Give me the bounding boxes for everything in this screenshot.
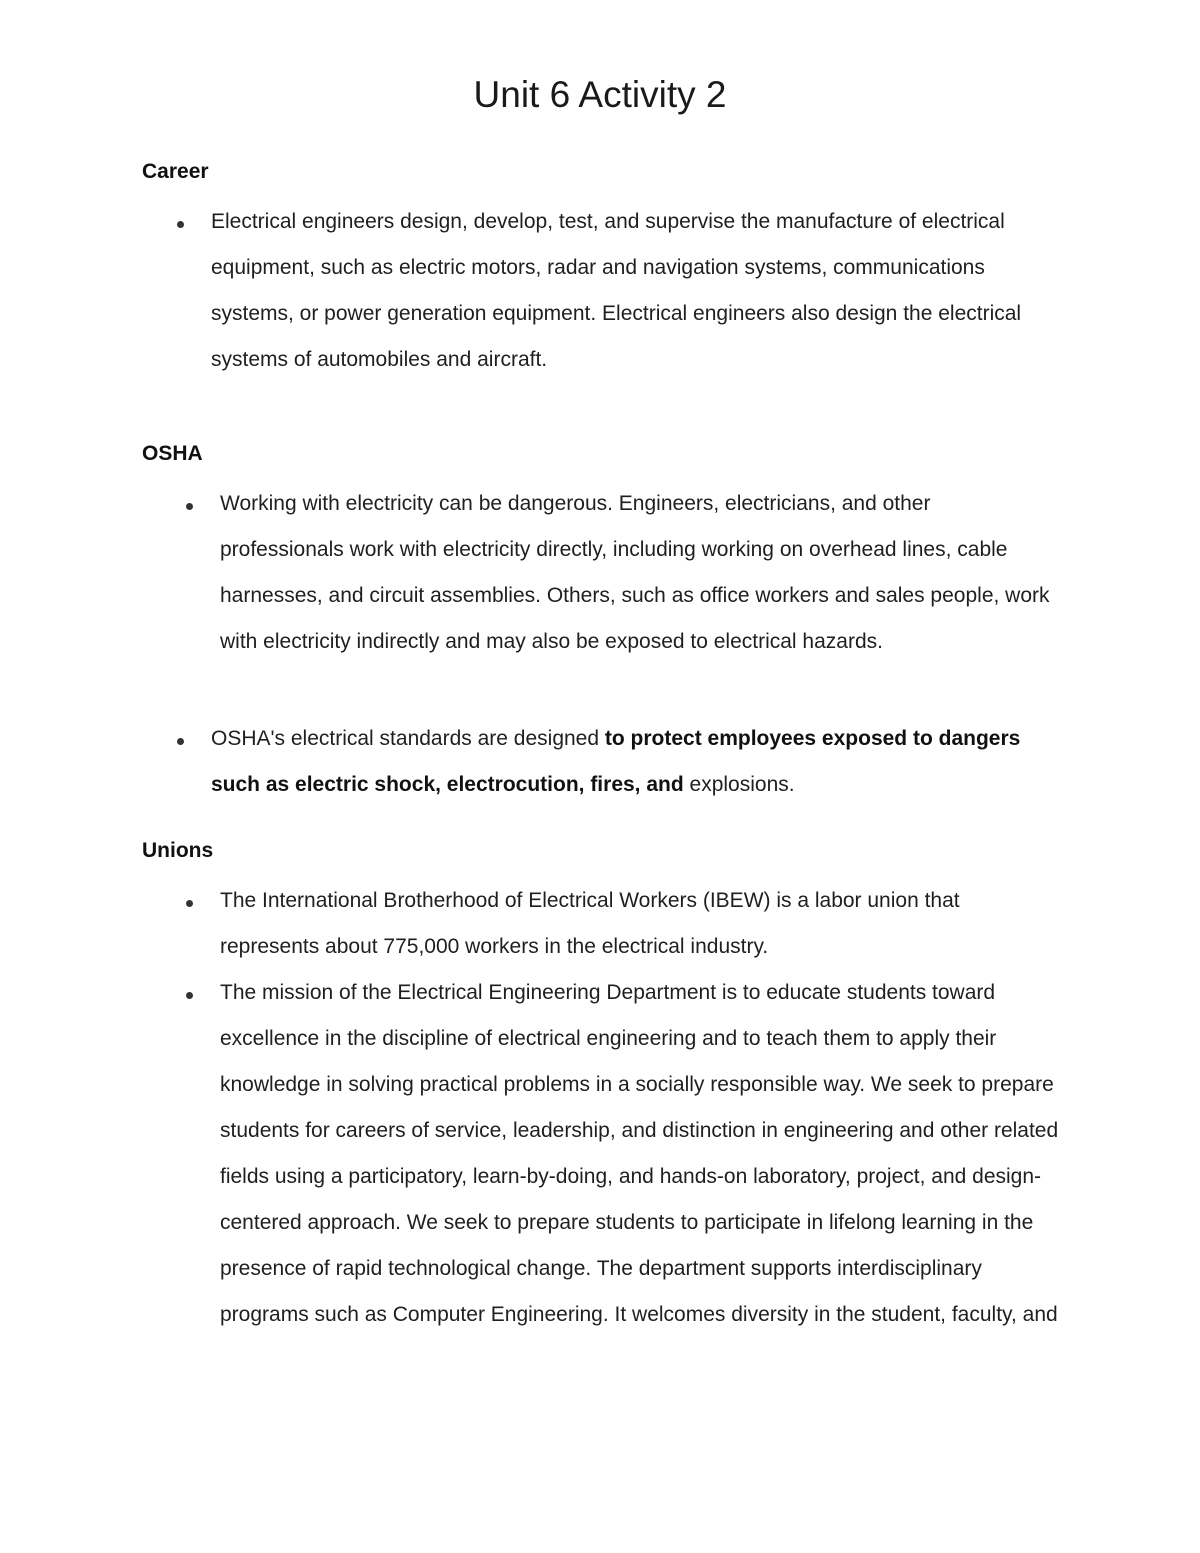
bullet-icon <box>186 992 193 999</box>
bullet-icon <box>177 738 184 745</box>
section-heading-career: Career <box>142 160 209 183</box>
section-heading-unions: Unions <box>142 839 214 862</box>
osha-item-2-pre: OSHA's electrical standards are designed <box>211 727 605 750</box>
osha-item-1: Working with electricity can be dangerous. Engineers, electricians, and other professionals work with electricity directly, including working on overhead lines, cable harnesses, and circuit assemblies. Others, such as office workers and sales people, work with electricity indirectly and may also be exposed to electrical hazards. <box>220 492 1050 653</box>
osha-item-2-post: explosions. <box>683 773 795 796</box>
unions-item-1: The International Brotherhood of Electrical Workers (IBEW) is a labor union that represents about 775,000 workers in the electrical industry. <box>220 889 960 958</box>
bullet-icon <box>186 900 193 907</box>
career-item-1: Electrical engineers design, develop, test, and supervise the manufacture of electrical equipment, such as electric motors, radar and navigation systems, communications systems, or power generation equipment. Electrical engineers also design the electrical systems of automobiles and aircraft. <box>211 210 1022 371</box>
unions-item-2: The mission of the Electrical Engineering Department is to educate students toward excellence in the discipline of electrical engineering and to teach them to apply their knowledge in solving practical problems in a socially responsible way. We seek to prepare students for careers of service, leadership, and distinction in engineering and other related fields using a participatory, learn-by-doing, and hands-on laboratory, project, and design-centered approach. We seek to prepare students to participate in lifelong learning in the presence of rapid technological change. The department supports interdisciplinary programs such as Computer Engineering. It welcomes diversity in the student, faculty, and <box>220 981 1059 1326</box>
osha-item-2-bold: to protect employees exposed to dangers such as electric shock, electrocution, fires, and <box>211 727 1021 796</box>
bullet-icon <box>177 221 184 228</box>
osha-item-2 <box>211 716 1041 808</box>
bullet-icon <box>186 503 193 510</box>
section-heading-osha: OSHA <box>142 442 203 465</box>
document-title: Unit 6 Activity 2 <box>473 74 727 115</box>
